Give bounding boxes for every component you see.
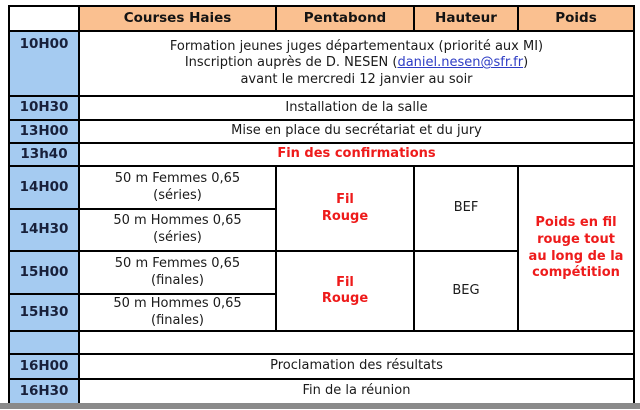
time-cell-13h00: 13H00 [9,120,79,143]
event-hommes-series-cell [79,209,276,251]
event-femmes-series-cell [79,166,276,209]
proclamation-cell: Proclamation des résultats [79,354,634,379]
secretariat-cell: Mise en place du secrétariat et du jury [79,120,634,143]
row-14h00 [9,166,634,209]
fil-rouge-line2: Rouge [321,208,369,224]
formation-line2 [84,55,629,72]
scan-shadow-strip [0,403,640,409]
time-cell-15h30: 15H30 [9,294,79,331]
event-femmes-finales-cell [79,251,276,294]
time-cell-14h30: 14H30 [9,209,79,251]
row-10h30 [9,96,634,120]
fil-rouge-line2: Rouge [321,291,369,307]
time-cell-14h00: 14H00 [9,166,79,209]
time-cell-empty [9,331,79,354]
fin-reunion-cell: Fin de la réunion [79,379,634,404]
row-10h00 [9,31,634,96]
bef-cell: BEF [414,166,518,251]
event-name: 50 m Hommes 0,65 [113,296,242,311]
empty-cell [79,331,634,354]
fil-rouge-line1: Fil [336,191,354,207]
formation-line3: avant le mercredi 12 janvier au soir [240,71,473,87]
row-empty [9,331,634,354]
time-cell-15h00: 15H00 [9,251,79,294]
header-pentabond: Pentabond [276,6,414,31]
time-cell-13h40: 13h40 [9,143,79,166]
confirmations-cell: Fin des confirmations [79,143,634,166]
fil-rouge-finales-cell [276,251,414,331]
event-name: 50 m Femmes 0,65 [114,255,241,271]
event-stage: (séries) [153,187,202,203]
event-stage: (finales) [151,272,204,288]
event-stage: (finales) [151,312,204,328]
formation-cell [79,31,634,96]
event-hommes-finales-cell [79,294,276,331]
time-cell-10h30: 10H30 [9,96,79,120]
row-13h40 [9,143,634,166]
row-16h00 [9,354,634,379]
email-link[interactable]: daniel.nesen@sfr.fr [397,55,524,71]
header-poids: Poids [518,6,634,31]
header-courses-haies: Courses Haies [79,6,276,31]
row-13h00 [9,120,634,143]
row-16h30 [9,379,634,404]
header-corner-cell [9,6,79,31]
inscription-text: Inscription auprès de D. NESEN ( [184,55,398,71]
installation-cell: Installation de la salle [79,96,634,120]
inscription-text-close: ) [523,55,529,71]
event-name: 50 m Femmes 0,65 [114,170,241,186]
header-hauteur: Hauteur [414,6,518,31]
event-stage: (séries) [153,230,202,245]
time-cell-16h00: 16H00 [9,354,79,379]
formation-line1: Formation jeunes juges départementaux (priorité aux MI) [169,38,544,54]
event-name: 50 m Hommes 0,65 [113,213,242,229]
schedule-table [8,5,635,405]
time-cell-10h00: 10H00 [9,31,79,96]
header-row [9,6,634,31]
beg-cell: BEG [414,251,518,331]
time-cell-16h30: 16H30 [9,379,79,404]
fil-rouge-series-cell [276,166,414,251]
poids-note-cell: Poids en fil rouge tout au long de la compétition [518,166,634,331]
fil-rouge-line1: Fil [336,274,354,290]
